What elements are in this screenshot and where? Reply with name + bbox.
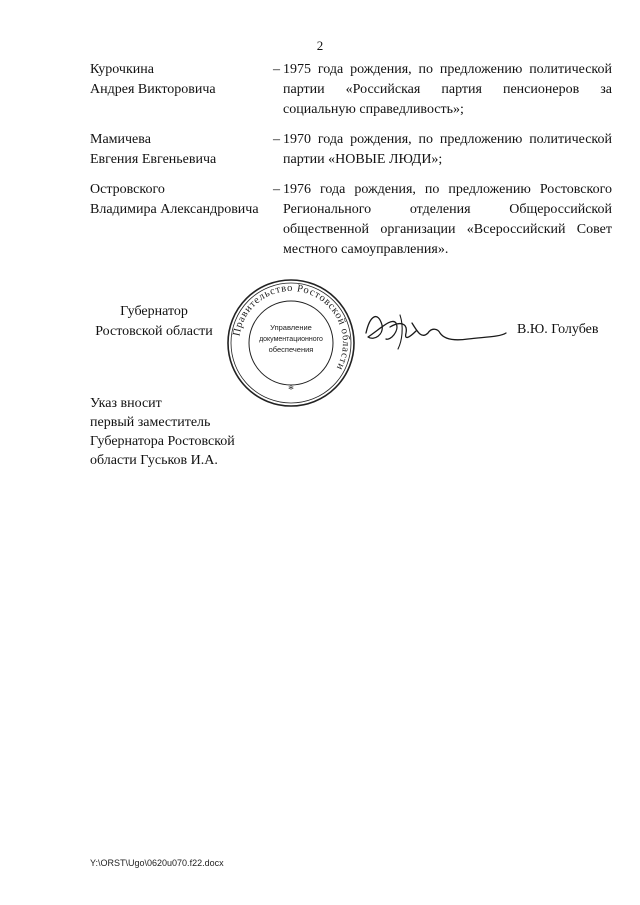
candidate-surname: Мамичева: [90, 132, 151, 147]
seal-inner-line: обеспечения: [268, 345, 314, 354]
candidate-description: 1970 года рождения, по предложению политической партии «НОВЫЕ ЛЮДИ»;: [283, 132, 612, 167]
candidate-name: [90, 60, 260, 120]
seal-inner-line: документационного: [259, 336, 323, 343]
submitter-line: области Гуськов И.А.: [90, 453, 218, 468]
seal-inner-line: Управление: [270, 323, 312, 332]
signer-position-title: Губернатор: [120, 304, 188, 319]
signer-position-region: Ростовской области: [95, 324, 213, 339]
signer-name: В.Ю. Голубев: [517, 322, 599, 337]
submitter-line: Губернатора Ростовской: [90, 434, 235, 449]
seal-star: *: [288, 382, 294, 396]
footer-file-path: Y:\ORST\Ugo\0620u070.f22.docx: [90, 858, 224, 868]
candidate-given-names: Владимира Александровича: [90, 202, 259, 217]
submitter-line: Указ вносит: [90, 396, 162, 411]
entry-dash: –: [273, 132, 280, 147]
page-number: 2: [316, 38, 324, 53]
entry-dash: –: [273, 62, 280, 77]
handwritten-signature: [360, 303, 510, 357]
candidate-entry: [90, 60, 612, 120]
candidate-name: [90, 180, 260, 260]
candidate-entry: [90, 180, 612, 260]
candidate-description: 1975 года рождения, по предложению политической партии «Российская партия пенсионеров за социальную справедливость»;: [283, 62, 612, 117]
candidate-description: 1976 года рождения, по предложению Ростовского Регионального отделения Общероссийской общественной организации «Всероссийский Совет местного самоуправления».: [283, 182, 612, 257]
candidate-surname: Курочкина: [90, 62, 154, 77]
submitter-note: [90, 394, 235, 470]
signer-position: [84, 302, 224, 342]
candidate-entry: [90, 130, 612, 170]
candidate-given-names: Евгения Евгеньевича: [90, 152, 217, 167]
submitter-line: первый заместитель: [90, 415, 211, 430]
candidate-given-names: Андрея Викторовича: [90, 82, 216, 97]
candidate-name: [90, 130, 260, 170]
seal-outer-text: Правительство Ростовской области: [231, 282, 352, 373]
entry-dash: –: [273, 182, 280, 197]
candidate-surname: Островского: [90, 182, 165, 197]
official-seal: [226, 278, 356, 408]
candidate-list: [90, 60, 612, 270]
